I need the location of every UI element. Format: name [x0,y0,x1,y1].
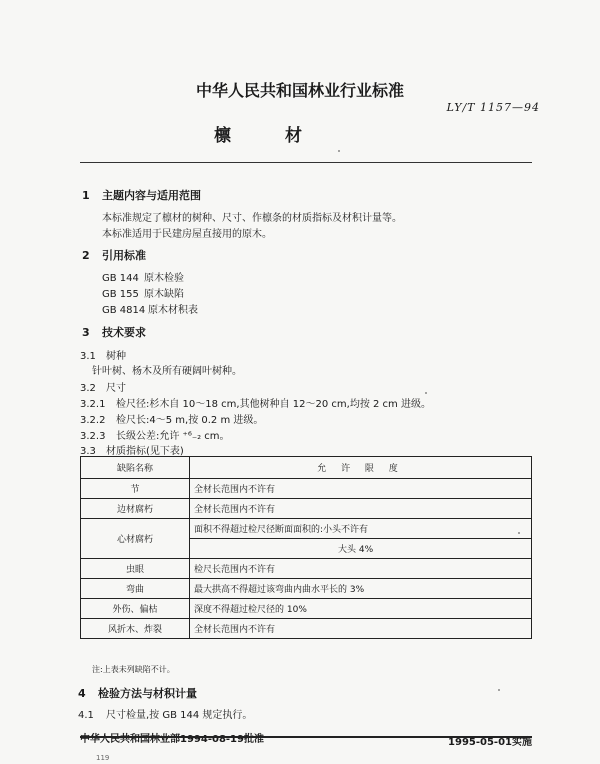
section-3-1-title: 树种 [106,351,126,362]
section-3-2-1 [80,395,431,410]
section-2-title: 引用标准 [102,249,146,262]
defect-name: 风折木、炸裂 [81,619,190,639]
reference-code: GB 144 [102,273,139,284]
doc-title-char-1: 檩 [214,126,233,146]
defect-limit: 全材长范围内不许有 [190,479,532,499]
defect-name: 边材腐朽 [81,499,190,519]
defect-limit: 面积不得超过检尺径断面面积的:小头不许有 [190,519,532,539]
section-3-2-1-number: 3.2.1 [80,399,106,410]
section-4-heading [78,685,197,701]
section-3-3-text: 材质指标(见下表) [106,446,184,457]
section-3-2-3-number: 3.2.3 [80,431,106,442]
reference-code: GB 4814 [102,305,146,316]
section-1-title: 主题内容与适用范围 [102,189,201,202]
reference-name: 原木检验 [144,273,184,284]
section-3-title: 技术要求 [102,326,146,339]
section-3-2-3 [80,427,230,442]
scan-speck [338,150,340,152]
header-rule [80,162,532,163]
table-row [81,559,532,579]
reference-item [102,285,184,300]
defect-limit: 检尺长范围内不许有 [190,559,532,579]
section-3-2-1-text: 检尺径:杉木自 10～18 cm,其他树种自 12～20 cm,均按 2 cm 进级。 [116,399,431,410]
section-4-number: 4 [78,687,86,700]
defect-limit: 深度不得超过检尺径的 10% [190,599,532,619]
defect-limit: 大头 4% [190,539,532,559]
section-4-title: 检验方法与材积计量 [98,687,197,700]
section-3-2-title: 尺寸 [106,383,126,394]
table-row [81,619,532,639]
table-row [81,599,532,619]
table-row [81,479,532,499]
section-2-heading [82,247,146,263]
section-3-2-2-text: 检尺长:4～5 m,按 0.2 m 进级。 [116,415,264,426]
section-1-number: 1 [82,189,90,202]
page-number: 119 [96,754,110,762]
table-note: 注:上表未列缺陷不计。 [92,665,175,674]
scan-speck [518,532,520,534]
section-3-number: 3 [82,326,90,339]
standard-title: 中华人民共和国林业行业标准 [195,81,404,100]
table-header-row [81,457,532,479]
section-1-paragraph-2: 本标准适用于民建房屋直接用的原木。 [102,229,272,240]
defect-limit: 最大拱高不得超过该弯曲内曲水平长的 3% [190,579,532,599]
section-3-2-2-number: 3.2.2 [80,415,106,426]
scan-speck [425,392,427,394]
column-header-defect: 缺陷名称 [81,457,190,479]
defect-limit: 全材长范围内不许有 [190,619,532,639]
section-3-3-number: 3.3 [80,446,96,457]
section-3-3 [80,442,184,457]
defect-name: 外伤、偏枯 [81,599,190,619]
table-row [81,499,532,519]
table-row [81,579,532,599]
section-3-heading [82,324,146,340]
implementation-date: 1995-05-01实施 [448,737,532,748]
reference-item [102,269,184,284]
section-4-1-number: 4.1 [78,710,94,721]
approval-line: 中华人民共和国林业部1994-08-19批准 [80,734,264,745]
reference-name: 原木材积表 [148,305,198,316]
section-3-2-heading [80,379,126,394]
section-4-1-text: 尺寸检量,按 GB 144 规定执行。 [106,710,253,721]
column-header-limit: 允 许 限 度 [190,457,532,479]
reference-code: GB 155 [102,289,139,300]
section-3-2-number: 3.2 [80,383,96,394]
defect-name: 心材腐朽 [81,519,190,559]
footer-rule [80,736,532,738]
section-1-paragraph-1: 本标准规定了檩材的树种、尺寸、作檩条的材质指标及材积计量等。 [102,213,402,224]
section-3-1-text: 针叶树、杨木及所有硬阔叶树种。 [92,366,242,377]
section-3-2-3-text: 长级公差:允许 ⁺⁶₋₂ cm。 [116,431,230,442]
section-2-number: 2 [82,249,90,262]
quality-table [80,456,532,639]
section-3-1-number: 3.1 [80,351,96,362]
section-3-1-heading [80,347,126,362]
defect-name: 弯曲 [81,579,190,599]
section-4-1 [78,706,252,721]
reference-name: 原木缺陷 [144,289,184,300]
defect-name: 节 [81,479,190,499]
section-3-2-2 [80,411,263,426]
document-title [214,121,304,146]
standard-code: LY/T 1157—94 [446,101,540,114]
doc-title-char-2: 材 [285,126,304,146]
defect-name: 虫眼 [81,559,190,579]
defect-limit: 全材长范围内不许有 [190,499,532,519]
table-row [81,519,532,539]
section-1-heading [82,187,201,203]
scan-speck [498,689,500,691]
reference-item [102,301,198,316]
